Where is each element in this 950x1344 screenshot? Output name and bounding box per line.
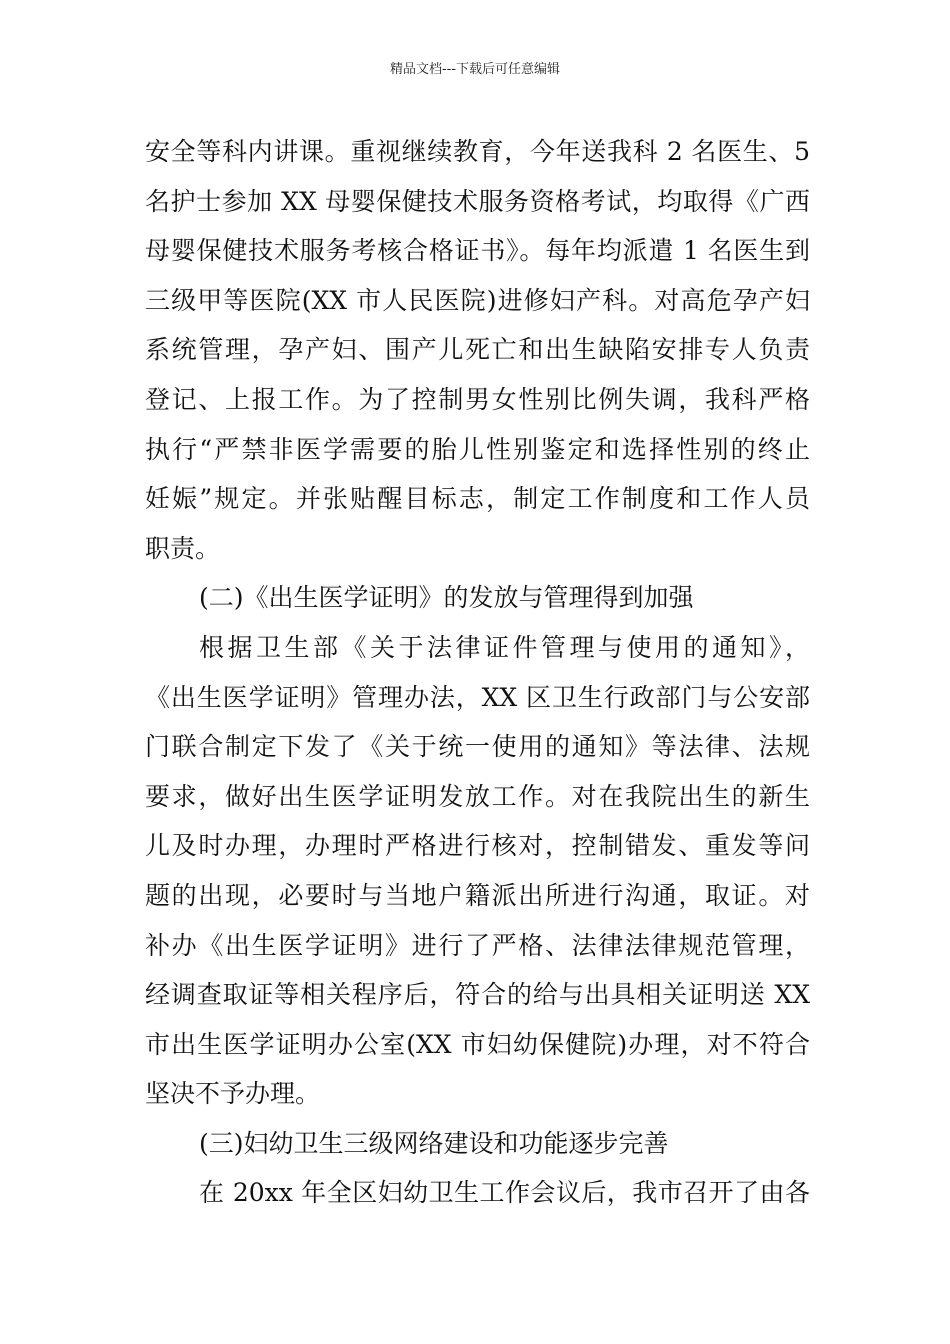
text-line: 执行“严禁非医学需要的胎儿性别鉴定和选择性别的终止: [145, 434, 810, 464]
text-line: 名护士参加 XX 母婴保健技术服务资格考试，均取得《广西: [145, 186, 810, 216]
section-heading: (三)妇幼卫生三级网络建设和功能逐步完善: [199, 1128, 669, 1158]
text-line: 题的出现，必要时与当地户籍派出所进行沟通，取证。对: [145, 880, 810, 910]
text-line: 系统管理，孕产妇、围产儿死亡和出生缺陷安排专人负责: [145, 335, 810, 365]
section-heading: (二)《出生医学证明》的发放与管理得到加强: [199, 583, 694, 613]
text-line: 《出生医学证明》管理办法，XX 区卫生行政部门与公安部: [145, 682, 810, 712]
text-line: 儿及时办理，办理时严格进行核对，控制错发、重发等问: [145, 831, 810, 861]
document-body: [145, 127, 810, 1218]
text-line: 三级甲等医院(XX 市人民医院)进修妇产科。对高危孕产妇: [145, 285, 810, 315]
text-line: 补办《出生医学证明》进行了严格、法律法律规范管理，: [145, 930, 810, 960]
text-line: 在 20xx 年全区妇幼卫生工作会议后，我市召开了由各: [199, 1178, 810, 1208]
text-line: 根据卫生部《关于法律证件管理与使用的通知》，: [199, 632, 810, 662]
text-line: 安全等科内讲课。重视继续教育，今年送我科 2 名医生、5: [145, 137, 810, 166]
text-line: 职责。: [145, 533, 221, 563]
text-line: 要求，做好出生医学证明发放工作。对在我院出生的新生: [145, 781, 810, 811]
text-line: 门联合制定下发了《关于统一使用的通知》等法律、法规: [145, 732, 810, 762]
text-line: 母婴保健技术服务考核合格证书》。每年均派遣 1 名医生到: [145, 236, 810, 266]
text-line: 坚决不予办理。: [145, 1079, 321, 1109]
text-line: 经调查取证等相关程序后，符合的给与出具相关证明送 XX: [145, 980, 810, 1010]
text-line: 登记、上报工作。为了控制男女性别比例失调，我科严格: [145, 384, 810, 414]
text-line: 妊娠”规定。并张贴醒目标志，制定工作制度和工作人员: [145, 484, 810, 514]
text-line: 市出生医学证明办公室(XX 市妇幼保健院)办理，对不符合: [145, 1029, 810, 1059]
page-header: 精品文档---下载后可任意编辑: [389, 62, 561, 77]
